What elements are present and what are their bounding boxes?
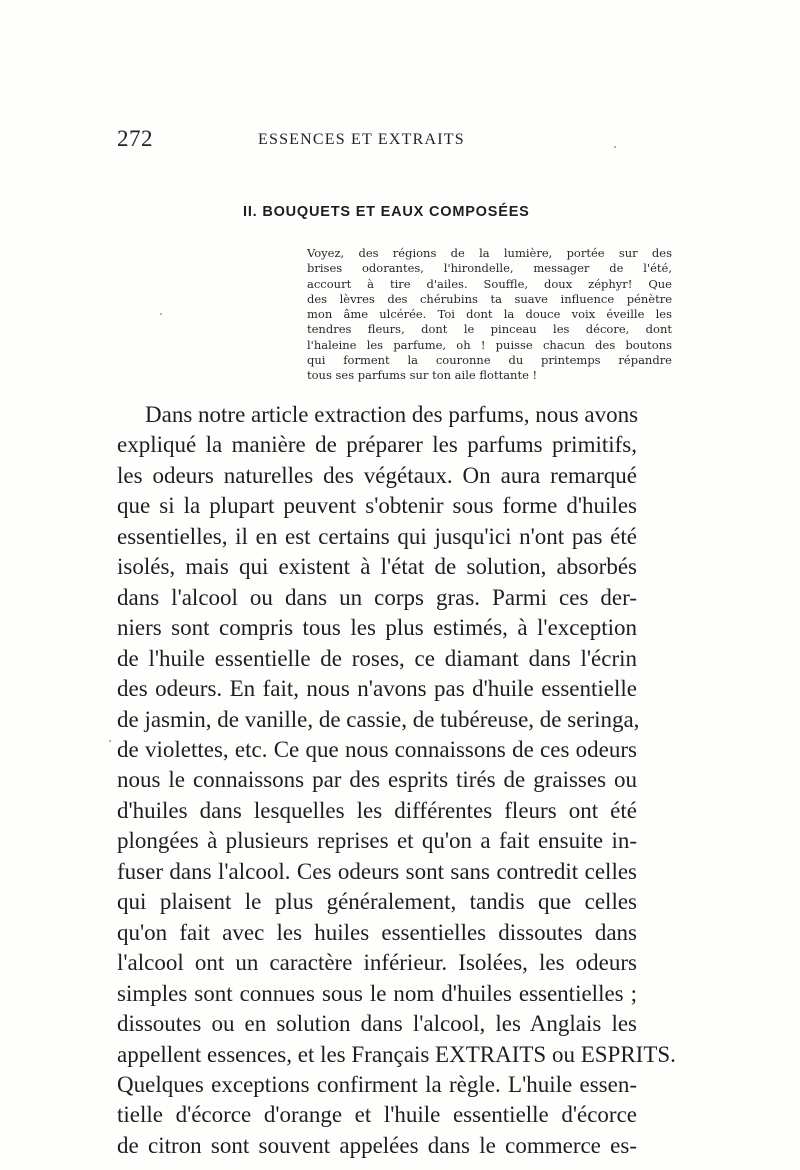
body-paragraph: [117, 400, 676, 1161]
print-speck: [160, 313, 162, 315]
body-line: Quelques exceptions confirment la règle. L'huile essen-: [117, 1071, 637, 1097]
body-line: de l'huile essentielle de roses, ce diamant dans l'écrin: [117, 645, 637, 671]
body-line: essentielles, il en est certains qui jusqu'ici n'ont pas été: [117, 523, 637, 549]
body-line: de jasmin, de vanille, de cassie, de tubéreuse, de seringa,: [117, 706, 640, 732]
body-line: expliqué la manière de préparer les parfums primitifs,: [117, 432, 637, 458]
epigraph-line: tous ses parfums sur ton aile flottante !: [307, 368, 538, 383]
body-line: qui plaisent le plus généralement, tandis que celles: [117, 889, 637, 915]
epigraph-line: qui forment la couronne du printemps répandre: [307, 353, 672, 368]
body-line: tielle d'écorce d'orange et l'huile essentielle d'écorce: [117, 1102, 637, 1128]
body-line: fuser dans l'alcool. Ces odeurs sont sans contredit celles: [117, 858, 637, 884]
body-line: les odeurs naturelles des végétaux. On aura remarqué: [117, 462, 637, 488]
epigraph-line: tendres fleurs, dont le pinceau les décore, dont: [307, 322, 672, 337]
running-title: ESSENCES ET EXTRAITS: [258, 131, 465, 148]
page-number: 272: [117, 126, 153, 151]
body-line: appellent essences, et les Français EXTRAITS ou ESPRITS.: [117, 1041, 676, 1067]
body-line: l'alcool ont un caractère inférieur. Isolées, les odeurs: [117, 950, 637, 976]
body-line: que si la plupart peuvent s'obtenir sous forme d'huiles: [117, 493, 637, 519]
epigraph-line: des lèvres des chérubins ta suave influence pénètre: [307, 291, 672, 306]
epigraph-line: brises odorantes, l'hirondelle, messager de l'été,: [307, 261, 672, 276]
epigraph: [307, 246, 672, 384]
body-line: qu'on fait avec les huiles essentielles dissoutes dans: [117, 919, 637, 945]
epigraph-line: mon âme ulcérée. Toi dont la douce voix éveille les: [307, 307, 672, 322]
body-line: de violettes, etc. Ce que nous connaissons de ces odeurs: [117, 736, 637, 762]
section-title: II. BOUQUETS ET EAUX COMPOSÉES: [243, 204, 530, 220]
body-line: nous le connaissons par des esprits tirés de graisses ou: [117, 767, 637, 793]
body-line: dissoutes ou en solution dans l'alcool, les Anglais les: [117, 1011, 637, 1037]
body-line: isolés, mais qui existent à l'état de solution, absorbés: [117, 554, 637, 580]
body-line: plongées à plusieurs reprises et qu'on a fait ensuite in-: [117, 828, 637, 854]
body-line: des odeurs. En fait, nous n'avons pas d'huile essentielle: [117, 676, 637, 702]
print-speck: [109, 740, 111, 742]
body-line: de citron sont souvent appelées dans le commerce es-: [117, 1132, 637, 1158]
epigraph-line: Voyez, des régions de la lumière, portée sur des: [307, 246, 672, 260]
body-line: simples sont connues sous le nom d'huiles essentielles ;: [117, 980, 637, 1006]
print-speck: [614, 146, 616, 148]
body-line: Dans notre article extraction des parfums, nous avons: [145, 402, 639, 427]
epigraph-line: l'haleine les parfume, oh ! puisse chacun des boutons: [307, 337, 672, 352]
body-line: d'huiles dans lesquelles les différentes fleurs ont été: [117, 797, 637, 823]
epigraph-line: accourt à tire d'ailes. Souffle, doux zéphyr! Que: [307, 276, 672, 291]
body-line: dans l'alcool ou dans un corps gras. Parmi ces der-: [117, 584, 637, 610]
body-line: niers sont compris tous les plus estimés, à l'exception: [117, 615, 637, 641]
